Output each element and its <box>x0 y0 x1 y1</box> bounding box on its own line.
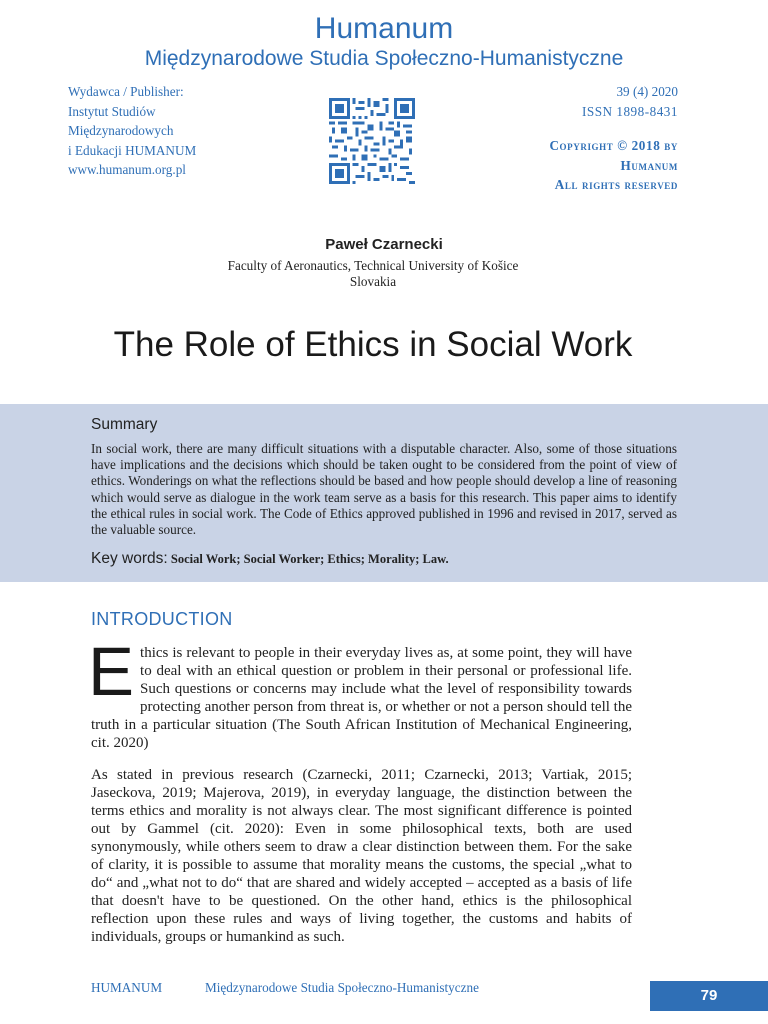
summary-section <box>0 404 768 582</box>
paper-title: The Role of Ethics in Social Work <box>113 325 633 364</box>
publisher-line: i Edukacji HUMANUM <box>68 142 197 158</box>
journal-subtitle: Międzynarodowe Studia Społeczno-Humanistyczne <box>144 47 624 70</box>
copyright-block <box>458 136 678 195</box>
affiliation-line: Faculty of Aeronautics, Technical University of Košice <box>227 258 519 273</box>
publisher-line: Instytut Studiów <box>68 103 156 119</box>
keywords-label: Key words: <box>91 550 168 567</box>
publisher-line: Wydawca / Publisher: <box>68 84 184 99</box>
affiliation-country: Slovakia <box>349 274 397 289</box>
journal-title: Humanum <box>314 12 454 45</box>
paragraph-text: thics is relevant to people in their everyday lives as, at some point, they will have to deal with an ethical question or problem in their personal or professional life. Such questions or concerns may include what the level of responsibility towards protecting another person from threat is, or whether or not a person should tell the truth in a particular situation (The South African Institution of Mechanical Engineering, cit. 2020) <box>91 645 632 751</box>
issue-block <box>458 82 678 121</box>
footer-journal-subtitle: Międzynarodowe Studia Społeczno-Humanistyczne <box>205 980 479 995</box>
publisher-line: Międzynarodowych <box>68 123 174 138</box>
page-number-tab <box>650 981 768 1011</box>
qr-code-icon <box>327 98 417 184</box>
author-affiliation <box>0 258 746 290</box>
keywords-list: Social Work; Social Worker; Ethics; Morality; Law. <box>170 552 449 566</box>
copyright-line: Humanum <box>620 157 678 173</box>
publisher-block <box>68 82 288 180</box>
summary-text: In social work, there are many difficult situations with a disputable character. Also, some of those situations have implications and the decisions which should be taken ought to be considered from the point of view of ethics. Wonderings on what the reflections should be based and how people should develop a line of reasoning which would serve as dialogue in the work team serve as a basis for this research. This paper aims to identify the ethical rules in social work. The Code of Ethics approved published in 1996 and revised in 2017, served as the valuable source. <box>91 441 677 538</box>
introduction-heading: INTRODUCTION <box>91 609 233 629</box>
author-name: Paweł Czarnecki <box>325 236 443 253</box>
issn: ISSN 1898-8431 <box>581 103 678 119</box>
copyright-line: All rights reserved <box>554 177 678 192</box>
copyright-line: Copyright © 2018 by <box>549 138 678 153</box>
introduction-paragraph-2: As stated in previous research (Czarnecki, 2011; Czarnecki, 2013; Vartiak, 2015; Jaseckova, 2019; Majerova, 2019), in everyday language, the distinction between the terms ethics and morality is not always clear. The most significant difference is pointed out by Gammel (cit. 2020): Even in some philosophical texts, both are used synonymously, while others seem to draw a clear distinction between them. For the sake of clarity, it is possible to assume that morality means the customs, the special „what to do“ and „what not to do“ that are shared and widely accepted – accepted as a basis of life that doesn't have to be questioned. On the other hand, ethics is the philosophical reflection upon these rules and ways of living together, the customs and habits of individuals, groups or humankind as such. <box>91 767 632 945</box>
issue-number: 39 (4) 2020 <box>616 84 678 99</box>
page-number: 79 <box>700 987 718 1004</box>
footer-journal-name: HUMANUM <box>91 980 163 995</box>
introduction-paragraph-1 <box>88 633 632 752</box>
summary-heading: Summary <box>91 416 158 433</box>
publisher-website-link[interactable]: www.humanum.org.pl <box>68 162 186 177</box>
dropcap-letter: E <box>88 633 135 710</box>
keywords <box>91 550 681 568</box>
